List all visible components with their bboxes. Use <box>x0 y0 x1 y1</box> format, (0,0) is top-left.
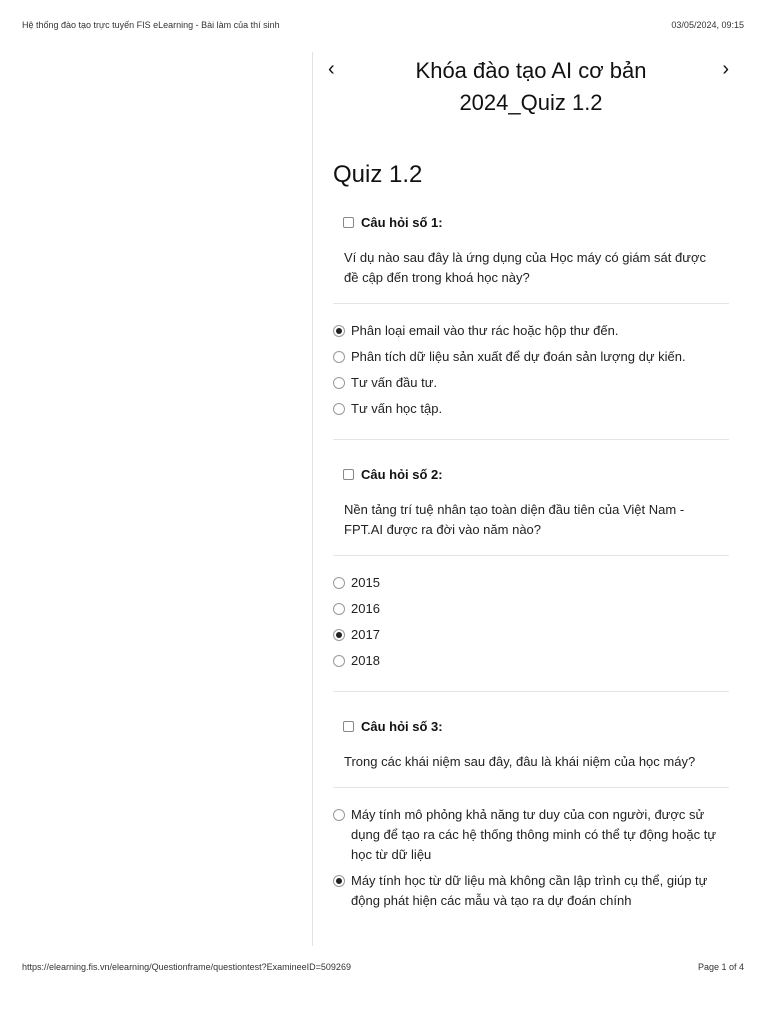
answer-text: Tư vấn học tập. <box>351 401 443 416</box>
question-label: Câu hỏi số 2: <box>361 466 443 482</box>
question-header <box>333 464 729 484</box>
course-title: Khóa đào tạo AI cơ bản 2024_Quiz 1.2 <box>415 58 647 115</box>
answer-list <box>333 321 729 419</box>
answer-text: 2018 <box>351 653 380 668</box>
question-header <box>333 716 729 736</box>
answer-option[interactable] <box>333 347 729 367</box>
answer-option[interactable] <box>333 651 729 671</box>
print-header-title: Hệ thống đào tạo trực tuyến FIS eLearning - Bài làm của thí sinh <box>22 20 280 30</box>
divider <box>333 555 729 556</box>
answer-text: Máy tính học từ dữ liệu mà không cần lập trình cụ thể, giúp tự động phát hiện các mẫu và tạo ra dự đoán chính <box>351 873 708 908</box>
question-text: Ví dụ nào sau đây là ứng dụng của Học máy có giám sát được đề cập đến trong khoá học này? <box>344 250 706 285</box>
answer-option[interactable] <box>333 321 729 341</box>
divider <box>333 691 729 692</box>
answer-text: Máy tính mô phỏng khả năng tư duy của con người, được sử dụng để tạo ra các hệ thống thông minh có thể tự động hoặc tự học từ dữ liệu <box>351 807 717 862</box>
answer-text: 2015 <box>351 575 380 590</box>
radio-selected-icon[interactable] <box>333 325 345 337</box>
divider <box>333 787 729 788</box>
main-content <box>328 55 729 917</box>
radio-icon[interactable] <box>333 655 345 667</box>
divider <box>333 303 729 304</box>
radio-icon[interactable] <box>333 603 345 615</box>
answer-text: Tư vấn đầu tư. <box>351 375 438 390</box>
question-block-3 <box>333 716 729 911</box>
question-block-2 <box>333 464 729 692</box>
answer-list <box>333 573 729 671</box>
answer-text: Phân tích dữ liệu sản xuất để dự đoán sản lượng dự kiến. <box>351 349 686 364</box>
answer-option[interactable] <box>333 599 729 619</box>
previous-arrow-icon[interactable]: ‹ <box>328 58 335 80</box>
answer-text: 2016 <box>351 601 380 616</box>
answer-option[interactable] <box>333 625 729 645</box>
radio-icon[interactable] <box>333 403 345 415</box>
flag-checkbox[interactable] <box>343 469 354 480</box>
question-header <box>333 212 729 232</box>
flag-checkbox[interactable] <box>343 721 354 732</box>
radio-icon[interactable] <box>333 809 345 821</box>
radio-selected-icon[interactable] <box>333 629 345 641</box>
question-text: Trong các khái niệm sau đây, đâu là khái niệm của học máy? <box>344 754 696 769</box>
answer-text: 2017 <box>351 627 380 642</box>
answer-option[interactable] <box>333 373 729 393</box>
answer-text: Phân loại email vào thư rác hoặc hộp thư đến. <box>351 323 619 338</box>
question-label: Câu hỏi số 1: <box>361 214 443 230</box>
radio-icon[interactable] <box>333 351 345 363</box>
print-footer-url: https://elearning.fis.vn/elearning/Questionframe/questiontest?ExamineeID=509269 <box>22 962 351 972</box>
answer-option[interactable] <box>333 573 729 593</box>
answer-list <box>333 805 729 911</box>
print-header-datetime: 03/05/2024, 09:15 <box>671 20 744 30</box>
print-footer <box>22 962 744 972</box>
question-label: Câu hỏi số 3: <box>361 718 443 734</box>
answer-option[interactable] <box>333 805 729 865</box>
radio-icon[interactable] <box>333 577 345 589</box>
question-block-1 <box>333 212 729 440</box>
divider <box>333 439 729 440</box>
content-divider <box>312 52 313 946</box>
quiz-title: Quiz 1.2 <box>333 161 423 188</box>
radio-icon[interactable] <box>333 377 345 389</box>
question-text: Nền tảng trí tuệ nhân tạo toàn diện đầu tiên của Việt Nam - FPT.AI được ra đời vào năm nào? <box>344 502 685 537</box>
flag-checkbox[interactable] <box>343 217 354 228</box>
radio-selected-icon[interactable] <box>333 875 345 887</box>
course-header <box>328 55 729 125</box>
page-number: Page 1 of 4 <box>697 962 744 972</box>
answer-option[interactable] <box>333 399 729 419</box>
print-header <box>22 20 744 30</box>
answer-option[interactable] <box>333 871 729 911</box>
next-arrow-icon[interactable]: › <box>722 58 729 80</box>
